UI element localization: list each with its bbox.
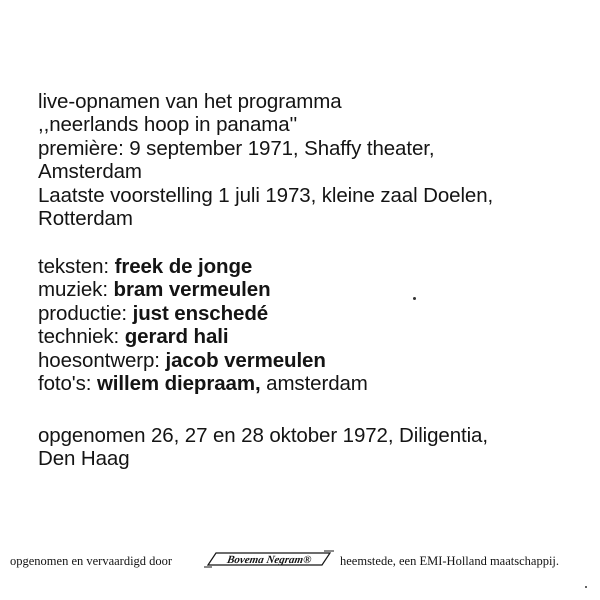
credit-value: jacob vermeulen [165,348,326,372]
intro-line: live-opnamen van het programma [38,90,342,113]
footer-right-text: heemstede, een EMI-Holland maatschappij. [340,554,560,568]
intro-line: Amsterdam [38,160,142,184]
intro-line: Rotterdam [38,207,133,231]
credit-row [38,349,368,372]
intro-block [38,90,493,230]
credit-label: hoesontwerp: [38,348,166,372]
credit-value: bram vermeulen [113,278,271,302]
credit-suffix: amsterdam [260,372,368,396]
intro-line: première: 9 september 1971, Shaffy theater, [38,136,435,160]
credit-value: willem diepraam, [96,372,261,396]
footer-credit [10,548,595,572]
recording-line: opgenomen 26, 27 en 28 oktober 1972, Diligentia, [38,424,488,447]
credit-label: teksten: [38,255,115,278]
credit-label: productie: [38,301,133,325]
print-speck [413,297,416,300]
credit-value: gerard hali [124,325,229,349]
credit-label: foto's: [38,372,97,396]
credit-label: muziek: [38,278,114,302]
intro-line: Laatste voorstelling 1 juli 1973, kleine zaal Doelen, [38,183,494,207]
recording-line: Den Haag [38,447,130,471]
credit-row [38,278,368,301]
credit-label: techniek: [38,325,125,349]
credit-row [38,302,368,325]
credit-value: just enschedé [132,301,269,325]
footer-left-text: opgenomen en vervaardigd door [10,554,173,568]
print-speck [585,586,587,588]
intro-line: ,,neerlands hoop in panama'' [38,113,298,137]
credit-row [38,255,368,278]
svg-text:Bovema Negram®: Bovema Negram® [226,554,313,566]
recording-info-block [38,424,488,471]
bovema-negram-logo [202,550,336,568]
credit-row [38,325,368,348]
credit-row [38,372,368,395]
credit-value: freek de jonge [114,255,253,278]
credits-block [38,255,368,395]
